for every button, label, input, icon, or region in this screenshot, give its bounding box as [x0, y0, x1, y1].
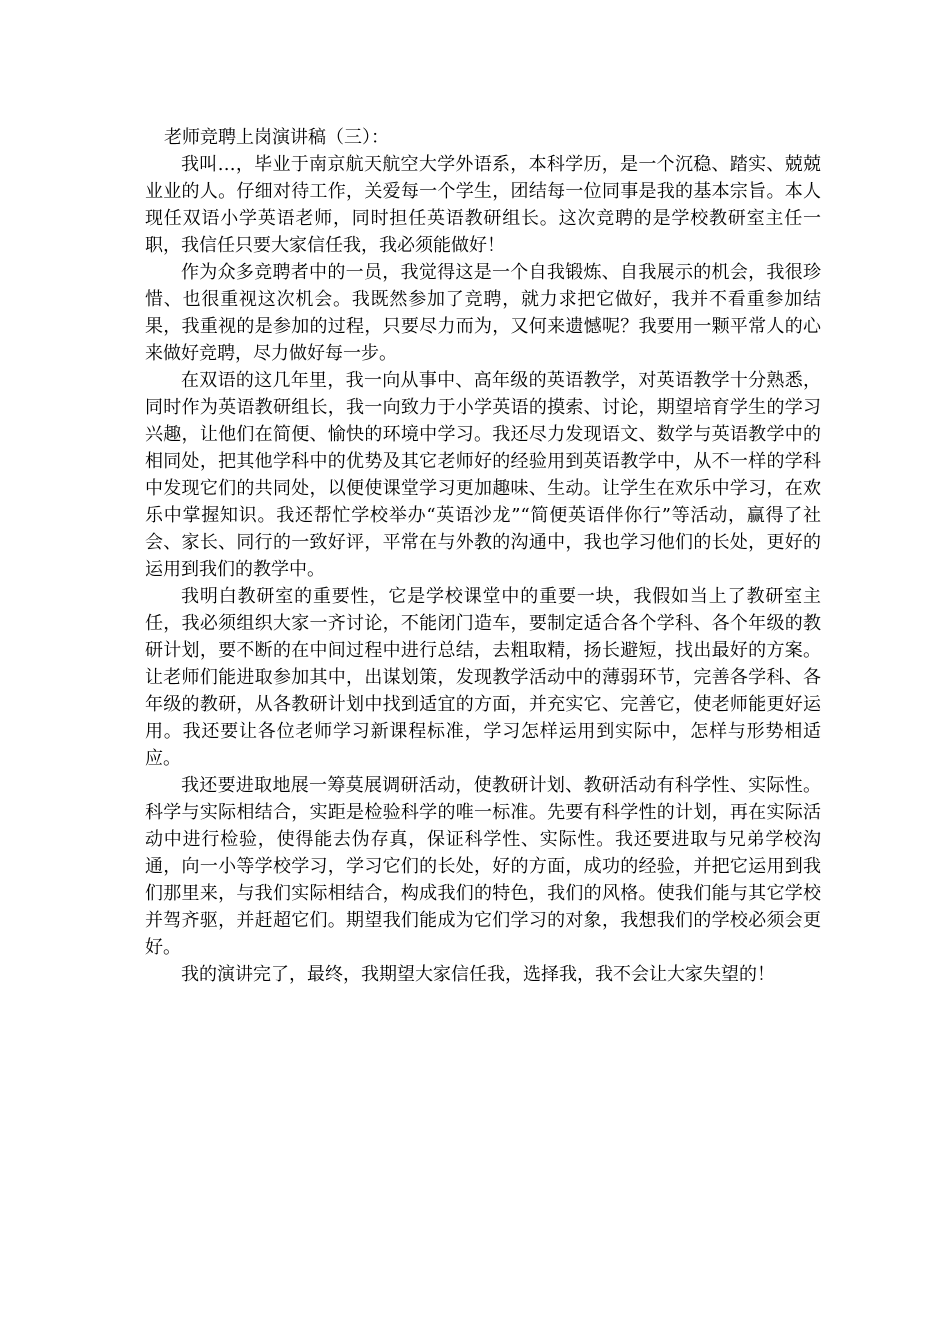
paragraph-experience: 在双语的这几年里，我一向从事中、高年级的英语教学，对英语教学十分熟悉，同时作为英语教研组长，我一向致力于小学英语的摸索、讨论，期望培育学生的学习兴趣，让他们在简便、愉快的环境中学习。我还尽力发现语文、数学与英语教学中的相同处，把其他学科中的优势及其它老师好的经验用到英语教学中，从不一样的学科中发现它们的共同处，以便使课堂学习更加趣味、生动。让学生在欢乐中学习，在欢乐中掌握知识。我还帮忙学校举办“英语沙龙”“简便英语伴你行”等活动，赢得了社会、家长、同行的一致好评，平常在与外教的沟通中，我也学习他们的长处，更好的运用到我们的教学中。 — [145, 370, 821, 580]
document-title: 老师竞聘上岗演讲稿（三）： — [164, 127, 389, 148]
paragraph-research: 我还要进取地展一筹莫展调研活动，使教研计划、教研活动有科学性、实际性。科学与实际相结合，实距是检验科学的唯一标准。先要有科学性的计划，再在实际活动中进行检验，使得能去伪存真，保证科学性、实际性。我还要进取与兄弟学校沟通，向一小等学校学习，学习它们的长处，好的方面，成功的经验，并把它运用到我们那里来，与我们实际相结合，构成我们的特色，我们的风格。使我们能与其它学校并驾齐驱，并赶超它们。期望我们能成为它们学习的对象，我想我们的学校必须会更好。 — [145, 775, 821, 958]
paragraph-opportunity: 作为众多竞聘者中的一员，我觉得这是一个自我锻炼、自我展示的机会，我很珍惜、也很重视这次机会。我既然参加了竞聘，就力求把它做好，我并不看重参加结果，我重视的是参加的过程，只要尽力而为，又何来遗憾呢？我要用一颗平常人的心来做好竞聘，尽力做好每一步。 — [145, 262, 821, 364]
paragraph-intro: 我叫…，毕业于南京航天航空大学外语系，本科学历，是一个沉稳、踏实、兢兢业业的人。仔细对待工作，关爱每一个学生，团结每一位同事是我的基本宗旨。本人现任双语小学英语老师，同时担任英语教研组长。这次竞聘的是学校教研室主任一职，我信任只要大家信任我，我必须能做好！ — [145, 154, 821, 256]
paragraph-closing: 我的演讲完了，最终，我期望大家信任我，选择我，我不会让大家失望的！ — [181, 964, 775, 985]
document-body — [145, 124, 821, 988]
paragraph-plan: 我明白教研室的重要性，它是学校课堂中的重要一块，我假如当上了教研室主任，我必须组织大家一齐讨论，不能闭门造车，要制定适合各个学科、各个年级的教研计划，要不断的在中间过程中进行总结，去粗取精，扬长避短，找出最好的方案。让老师们能进取参加其中，出谋划策，发现教学活动中的薄弱环节，完善各学科、各年级的教研，从各教研计划中找到适宜的方面，并充实它、完善它，使老师能更好运用。我还要让各位老师学习新课程标准，学习怎样运用到实际中，怎样与形势相适应。 — [145, 586, 821, 769]
